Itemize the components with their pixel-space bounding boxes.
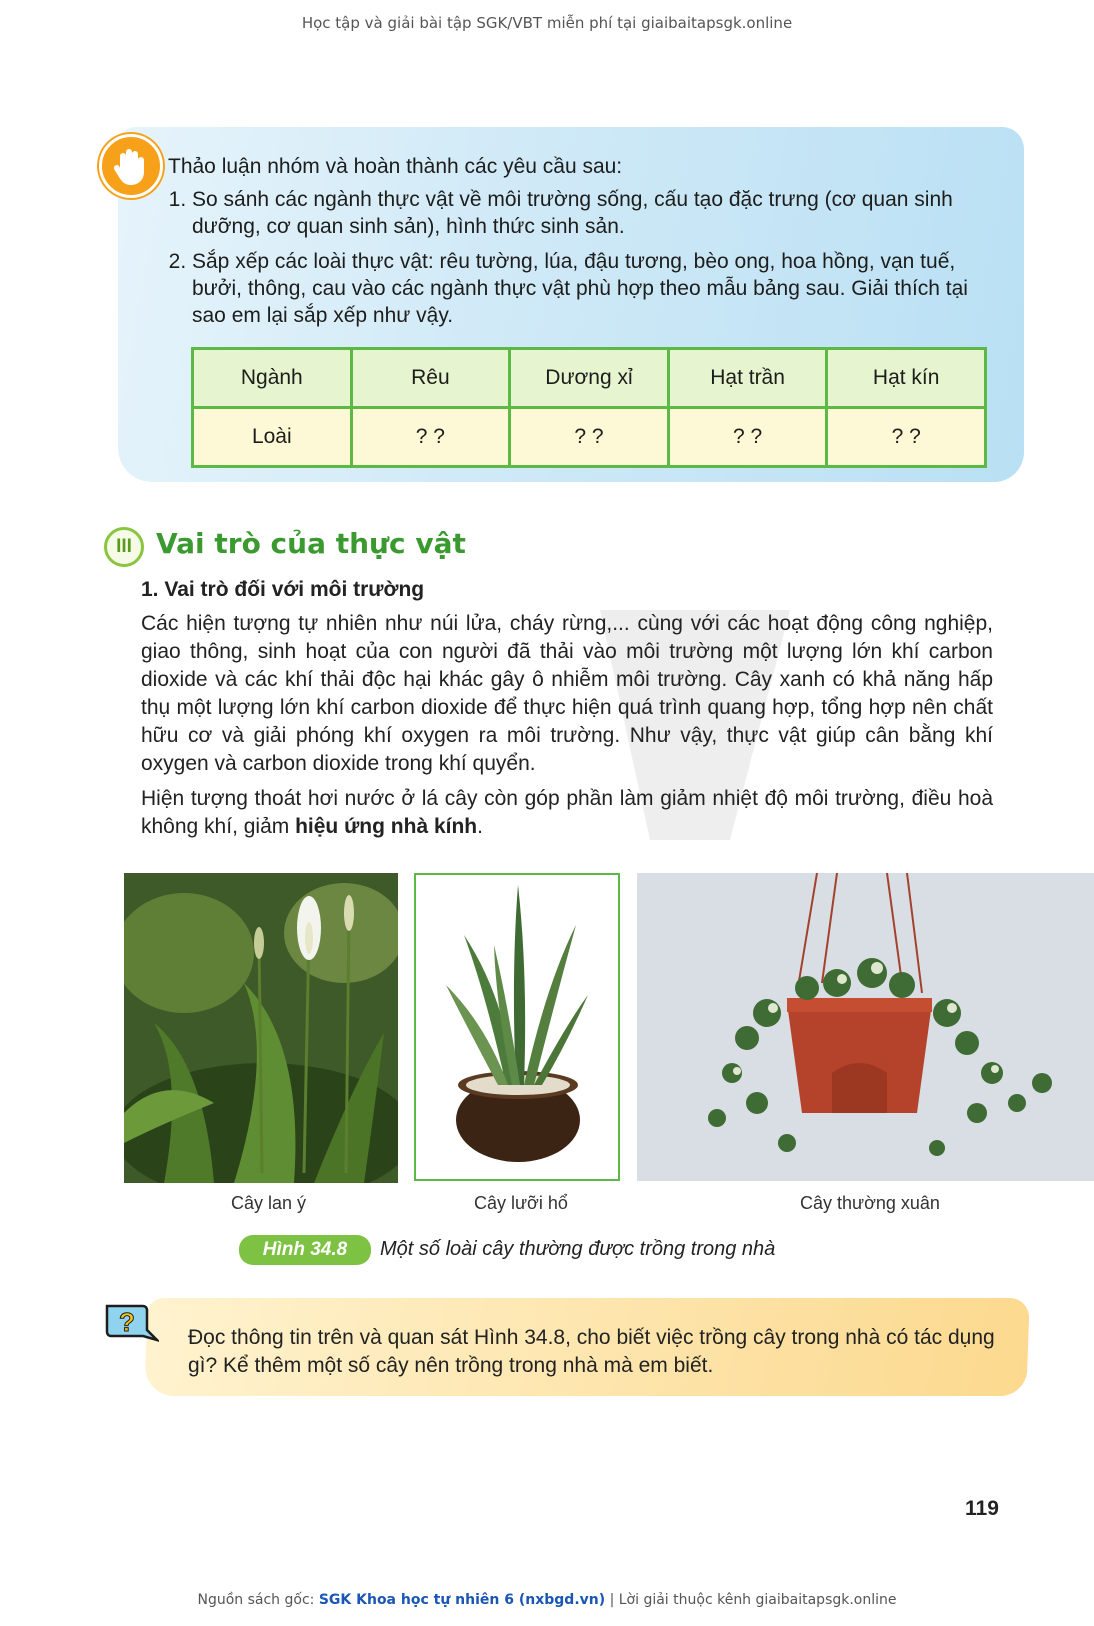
paragraph-text: Hiện tượng thoát hơi nước ở lá cây còn góp phần làm giảm nhiệt độ môi trường, điều hoà không khí, giảm bbox=[141, 787, 993, 838]
page-number: 119 bbox=[965, 1497, 999, 1520]
table-cell: ? ? bbox=[827, 408, 986, 467]
discussion-item: 1. So sánh các ngành thực vật về môi trường sống, cấu tạo đặc trưng (cơ quan sinh dưỡng, cơ quan sinh sản), hình thức sinh sản. bbox=[192, 186, 998, 240]
table-cell: ? ? bbox=[668, 408, 827, 467]
table-header-row bbox=[193, 349, 986, 408]
table-cell: Loài bbox=[193, 408, 352, 467]
figure-label: Hình 34.8 bbox=[239, 1235, 371, 1265]
table-header-cell: Hạt kín bbox=[827, 349, 986, 408]
hand-icon bbox=[99, 134, 163, 198]
body-paragraph bbox=[141, 785, 993, 841]
table-row bbox=[193, 408, 986, 467]
peace-lily-photo bbox=[124, 873, 398, 1183]
table-header-cell: Rêu bbox=[351, 349, 510, 408]
question-text: Đọc thông tin trên và quan sát Hình 34.8, cho biết việc trồng cây trong nhà có tác dụng gì? Kể thêm một số cây nên trồng trong nhà mà em biết. bbox=[188, 1326, 995, 1377]
figure-caption: Một số loài cây thường được trồng trong nhà bbox=[380, 1238, 776, 1260]
body-paragraph: Các hiện tượng tự nhiên như núi lửa, cháy rừng,... cùng với các hoạt động công nghiệp, giao thông, sinh hoạt của con người đã thải vào môi trường một lượng lớn khí carbon dioxide và các khí thải độc hại khác gây ô nhiễm môi trường. Cây xanh có khả năng hấp thụ một lượng lớn khí carbon dioxide để thực hiện quá trình quang hợp, tổng hợp nên chất hữu cơ và giải phóng khí oxygen ra môi trường. Như vậy, thực vật giúp cân bằng khí oxygen và carbon dioxide trong khí quyển. bbox=[141, 612, 993, 775]
page-header: Học tập và giải bài tập SGK/VBT miễn phí tại giaibaitapsgk.online bbox=[301, 14, 793, 32]
photo-caption: Cây lưỡi hổ bbox=[474, 1193, 568, 1213]
table-header-cell: Ngành bbox=[193, 349, 352, 408]
plant-classification-table bbox=[191, 347, 987, 468]
question-icon bbox=[103, 1302, 159, 1348]
discussion-text bbox=[168, 153, 998, 337]
table-header-cell: Dương xỉ bbox=[510, 349, 669, 408]
photo-caption: Cây thường xuân bbox=[800, 1193, 940, 1213]
page-footer bbox=[0, 1592, 1094, 1608]
ivy-photo bbox=[637, 873, 1094, 1181]
bold-term: hiệu ứng nhà kính bbox=[295, 815, 478, 838]
table-cell: ? ? bbox=[510, 408, 669, 467]
section-number-badge: III bbox=[104, 527, 144, 567]
section-title: Vai trò của thực vật bbox=[156, 527, 466, 560]
footer-suffix: | Lời giải thuộc kênh giaibaitapsgk.online bbox=[605, 1592, 897, 1608]
photo-caption: Cây lan ý bbox=[231, 1193, 307, 1213]
table-cell: ? ? bbox=[351, 408, 510, 467]
footer-prefix: Nguồn sách gốc: bbox=[197, 1592, 319, 1608]
table-header-cell: Hạt trần bbox=[668, 349, 827, 408]
svg-text:?: ? bbox=[119, 1307, 135, 1337]
subsection-title: 1. Vai trò đối với môi trường bbox=[141, 578, 425, 601]
discussion-item: 2. Sắp xếp các loài thực vật: rêu tường, lúa, đậu tương, bèo ong, hoa hồng, vạn tuế, bưởi, thông, cau vào các ngành thực vật phù hợp theo mẫu bảng sau. Giải thích tại sao em lại sắp xếp như vậy. bbox=[192, 248, 998, 329]
paragraph-text: . bbox=[477, 815, 483, 838]
discussion-list bbox=[168, 186, 998, 329]
discussion-intro: Thảo luận nhóm và hoàn thành các yêu cầu sau: bbox=[168, 155, 623, 178]
snake-plant-photo bbox=[414, 873, 620, 1181]
footer-source-link[interactable]: SGK Khoa học tự nhiên 6 (nxbgd.vn) bbox=[318, 1592, 606, 1608]
